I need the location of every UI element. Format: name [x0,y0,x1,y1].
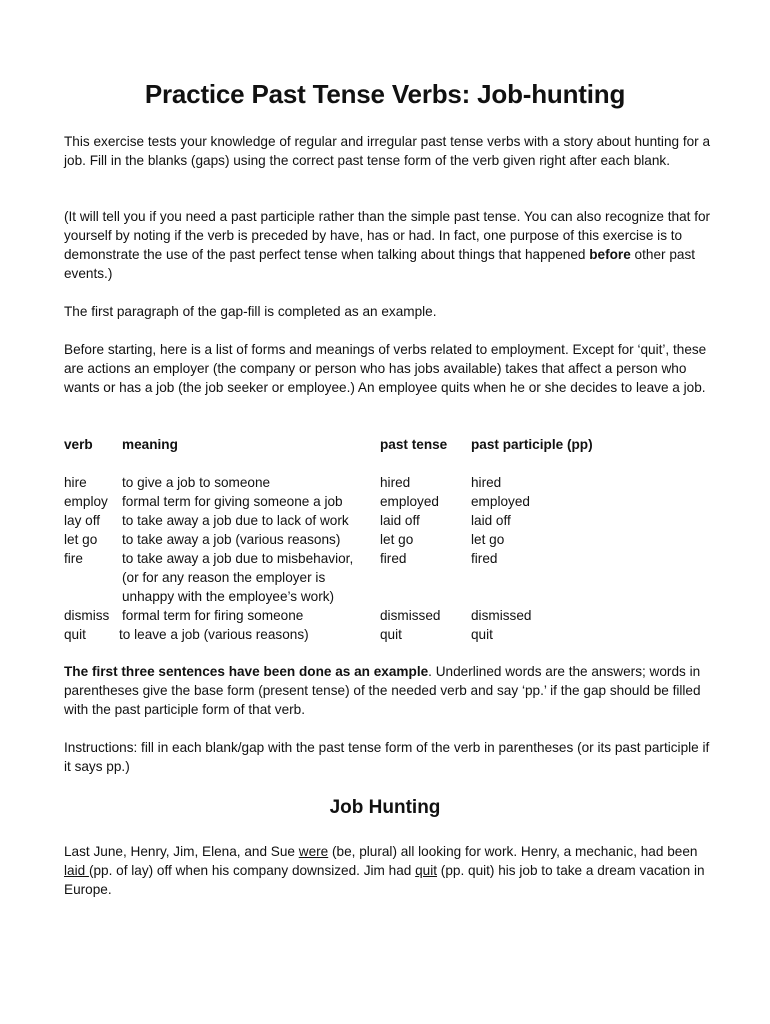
table-row [64,511,716,530]
intro-paragraph: This exercise tests your knowledge of regular and irregular past tense verbs with a story about hunting for a job. Fill in the blanks (gaps) using the correct past tense form of the verb given right after each blank. [64,134,711,168]
participle-note-paragraph [64,207,716,283]
verb-list-intro-paragraph: Before starting, here is a list of forms and meanings of verbs related to employment. Except for ‘quit’, these are actions an employer (the company or person who has jobs available) takes that affect a person who wants or has a job (the job seeker or employee.) An employee quits when he or she decides to leave a job. [64,342,707,395]
pp-cell: let go [471,532,505,547]
table-row [64,530,716,549]
table-row [64,606,716,625]
example-note-paragraph: The first paragraph of the gap-fill is completed as an example. [64,304,437,319]
participle-note-text: (It will tell you if you need a past participle rather than the simple past tense. You can also recognize that for yourself by noting if the verb is preceded by have, has or had. In fact, one purpose of this exercise is to demonstrate the use of the past perfect tense when talking about things that happened [64,209,711,262]
pp-cell: quit [471,627,493,642]
verb-table-header [64,435,716,454]
pp-cell: laid off [471,513,511,528]
meaning-cell: formal term for firing someone [122,608,304,623]
verb-cell: hire [64,475,87,490]
header-past-tense: past tense [380,437,448,452]
pp-cell: hired [471,475,502,490]
table-row [64,473,716,492]
meaning-cell: to leave a job (various reasons) [119,627,309,642]
story-text: Last June, Henry, Jim, Elena, and Sue [64,844,299,859]
page-title: Practice Past Tense Verbs: Job-hunting [144,79,626,109]
answer-blank: quit [415,863,438,878]
header-meaning: meaning [122,437,178,452]
story-text: (pp. quit) his job to take a dream vacation in Europe. [64,863,705,897]
pp-cell: fired [471,551,498,566]
verb-cell: quit [64,627,86,642]
answer-key-note-bold: The first three sentences have been done as an example [64,664,429,679]
table-row [64,625,716,644]
meaning-cell: (or for any reason the employer is [122,570,326,585]
meaning-cell: to give a job to someone [122,475,271,490]
past-cell: quit [380,627,402,642]
story-heading: Job Hunting [329,797,441,818]
meaning-cell: formal term for giving someone a job [122,494,343,509]
verb-cell: lay off [64,513,101,528]
meaning-cell: unhappy with the employee’s work) [122,589,335,604]
verb-cell: dismiss [64,608,110,623]
story-text: (be, plural) all looking for work. Henry, a mechanic, had been [328,844,698,859]
instructions-paragraph: Instructions: fill in each blank/gap with the past tense form of the verb in parentheses (or its past participle if it says pp.) [64,740,710,774]
story-text: (pp. of lay) off when his company downsized. Jim had [88,863,416,878]
past-cell: fired [380,551,407,566]
past-cell: dismissed [380,608,441,623]
header-verb: verb [64,437,93,452]
meaning-cell: to take away a job (various reasons) [122,532,341,547]
past-cell: let go [380,532,414,547]
story-paragraph [64,842,716,899]
table-row [64,492,716,511]
past-cell: laid off [380,513,420,528]
past-cell: employed [380,494,439,509]
emphasis-before: before [589,247,631,262]
answer-blank: were [298,844,329,859]
verb-table [64,435,716,644]
answer-key-note-text: . Underlined words are the answers; words in parentheses give the base form (present tense) of the needed verb and say ‘pp.’ if the gap should be filled with the past participle form of that verb. [64,664,701,717]
pp-cell: dismissed [471,608,532,623]
answer-key-note [64,662,716,719]
verb-cell: let go [64,532,98,547]
participle-note-tail: other past events.) [64,247,696,281]
verb-cell: fire [64,551,83,566]
meaning-cell: to take away a job due to lack of work [122,513,349,528]
table-row [64,549,716,568]
header-past-participle: past participle (pp) [471,437,593,452]
past-cell: hired [380,475,411,490]
verb-cell: employ [64,494,108,509]
answer-blank: laid [64,863,89,878]
table-row [64,568,716,587]
pp-cell: employed [471,494,530,509]
table-row [64,587,716,606]
meaning-cell: to take away a job due to misbehavior, [122,551,354,566]
